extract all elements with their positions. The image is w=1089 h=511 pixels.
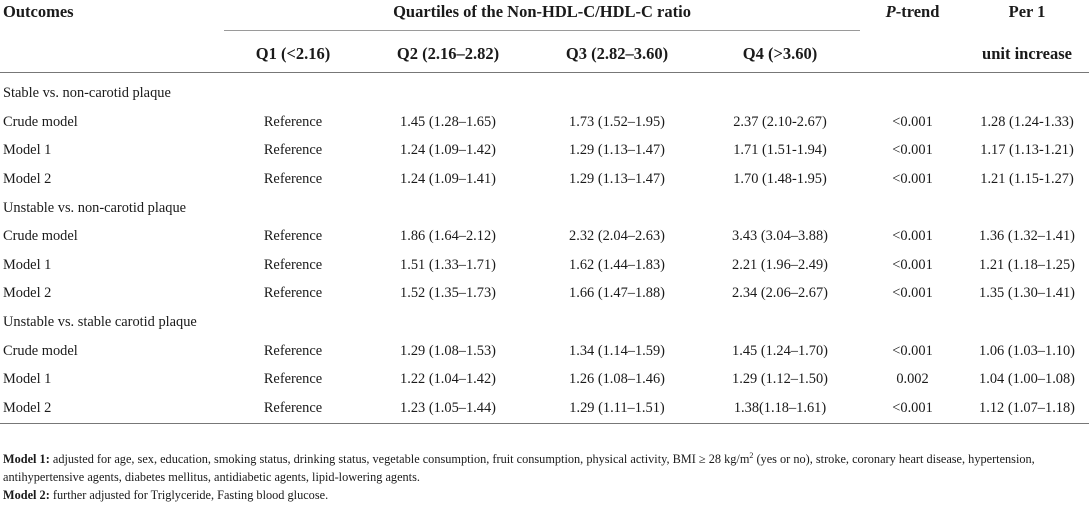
section-row — [0, 73, 1089, 109]
cell-p: <0.001 — [860, 394, 965, 423]
cell-q2: 1.23 (1.05–1.44) — [362, 394, 534, 423]
cell-per1: 1.06 (1.03–1.10) — [979, 342, 1075, 359]
row-label: Crude model — [3, 342, 78, 359]
cell-q4: 1.71 (1.51-1.94) — [733, 142, 827, 159]
cell-q1: Reference — [263, 228, 323, 245]
cell-per1: 1.17 (1.13-1.21) — [980, 142, 1074, 159]
table-row — [0, 337, 1089, 366]
section-row — [0, 194, 1089, 223]
row-label: Crude model — [3, 113, 78, 130]
footnote-model1: Model 1: adjusted for age, sex, education, smoking status, drinking status, vegetable consumption, fruit consumption, physical activity, BMI ≥ 28 $kg/m^2$ (yes or no), stroke, coronary heart disease, hypertension, antihypertensive agents, diabetes mellitus, antidiabetic agents, lipid-lowering agents. — [3, 450, 1035, 484]
cell-q2: 1.86 (1.64–2.12) — [400, 228, 496, 245]
section-title: Unstable vs. non-carotid plaque — [3, 199, 187, 216]
row-label: Model 1 — [3, 371, 52, 388]
cell-p: <0.001 — [892, 170, 933, 187]
cell-q1: Reference — [224, 394, 362, 423]
cell-q2: 1.22 (1.04–1.42) — [400, 371, 496, 388]
row-label: Model 2 — [3, 285, 52, 302]
header-row-1 — [0, 0, 1089, 36]
table-footnotes — [3, 450, 1083, 504]
header-q1: Q1 (<2.16) — [224, 36, 362, 73]
table-row — [0, 165, 1089, 194]
cell-q4: 1.70 (1.48-1.95) — [733, 170, 827, 187]
cell-q4: 1.45 (1.24–1.70) — [732, 342, 828, 359]
cell-q3: 1.73 (1.52–1.95) — [569, 113, 665, 130]
cell-q2: 1.45 (1.28–1.65) — [400, 113, 496, 130]
cell-q1: Reference — [263, 142, 323, 159]
cell-q2: 1.51 (1.33–1.71) — [400, 256, 496, 273]
cell-per1: 1.04 (1.00–1.08) — [979, 371, 1075, 388]
cell-q3: 1.62 (1.44–1.83) — [569, 256, 665, 273]
cell-q3: 1.29 (1.13–1.47) — [569, 142, 665, 159]
cell-p: <0.001 — [892, 142, 933, 159]
cell-per1: 1.28 (1.24-1.33) — [980, 113, 1074, 130]
cell-per1: 1.12 (1.07–1.18) — [965, 394, 1089, 423]
cell-q1: Reference — [263, 256, 323, 273]
cell-per1: 1.35 (1.30–1.41) — [979, 285, 1075, 302]
cell-q1: Reference — [263, 113, 323, 130]
section-row — [0, 308, 1089, 337]
row-label: Crude model — [3, 228, 78, 245]
table-row — [0, 108, 1089, 137]
cell-per1: 1.21 (1.18–1.25) — [979, 256, 1075, 273]
cell-q1: Reference — [263, 285, 323, 302]
section-title: Unstable vs. stable carotid plaque — [3, 314, 197, 330]
table-row — [0, 251, 1089, 280]
cell-p: 0.002 — [896, 371, 929, 388]
header-blank-p — [860, 36, 965, 73]
cell-q2: 1.24 (1.09–1.41) — [400, 170, 496, 187]
cell-p: <0.001 — [892, 342, 933, 359]
cell-p: <0.001 — [892, 285, 933, 302]
footnote-model2: Model 2: further adjusted for Triglyceride, Fasting blood glucose. — [3, 488, 329, 502]
cell-q3: 1.34 (1.14–1.59) — [569, 342, 665, 359]
cell-q1: Reference — [263, 371, 323, 388]
header-q2: Q2 (2.16–2.82) — [362, 36, 534, 73]
row-label: Model 1 — [3, 142, 52, 159]
header-row-2 — [0, 36, 1089, 73]
cell-q2: 1.52 (1.35–1.73) — [400, 285, 496, 302]
cell-q4: 3.43 (3.04–3.88) — [732, 228, 828, 245]
cell-q4: 1.29 (1.12–1.50) — [732, 371, 828, 388]
cell-q4: 2.34 (2.06–2.67) — [732, 285, 828, 302]
cell-q3: 1.26 (1.08–1.46) — [569, 371, 665, 388]
table-row — [0, 137, 1089, 166]
header-blank — [0, 36, 224, 73]
cell-q2: 1.24 (1.09–1.42) — [400, 142, 496, 159]
cell-per1: 1.21 (1.15-1.27) — [980, 170, 1074, 187]
row-label: Model 1 — [3, 256, 52, 273]
table-row — [0, 366, 1089, 395]
cell-p: <0.001 — [892, 256, 933, 273]
table-row — [0, 394, 1089, 423]
cell-p: <0.001 — [892, 228, 933, 245]
row-label: Model 2 — [3, 170, 52, 187]
section-title: Stable vs. non-carotid plaque — [3, 85, 171, 101]
header-q3: Q3 (2.82–3.60) — [534, 36, 700, 73]
header-q4: Q4 (>3.60) — [700, 36, 860, 73]
header-outcomes: Outcomes — [3, 2, 74, 21]
cell-p: <0.001 — [892, 113, 933, 130]
cell-q3: 2.32 (2.04–2.63) — [569, 228, 665, 245]
table-row — [0, 280, 1089, 309]
cell-q2: 1.29 (1.08–1.53) — [400, 342, 496, 359]
cell-q3: 1.29 (1.13–1.47) — [569, 170, 665, 187]
cell-q4: 1.38(1.18–1.61) — [700, 394, 860, 423]
row-label: Model 2 — [0, 394, 224, 423]
table-row — [0, 223, 1089, 252]
cell-q1: Reference — [263, 342, 323, 359]
cell-per1: 1.36 (1.32–1.41) — [979, 228, 1075, 245]
cell-q4: 2.21 (1.96–2.49) — [732, 256, 828, 273]
header-per1-line2: unit increase — [965, 36, 1089, 73]
cell-q4: 2.37 (2.10-2.67) — [733, 113, 827, 130]
cell-q3: 1.66 (1.47–1.88) — [569, 285, 665, 302]
header-per1-line1: Per 1 — [1008, 2, 1046, 21]
cell-q1: Reference — [263, 170, 323, 187]
header-quartiles-group: Quartiles of the Non-HDL-C/HDL-C ratio — [224, 0, 860, 36]
header-p-trend: P-trend — [885, 2, 940, 21]
cell-q3: 1.29 (1.11–1.51) — [534, 394, 700, 423]
table-body — [0, 73, 1089, 424]
